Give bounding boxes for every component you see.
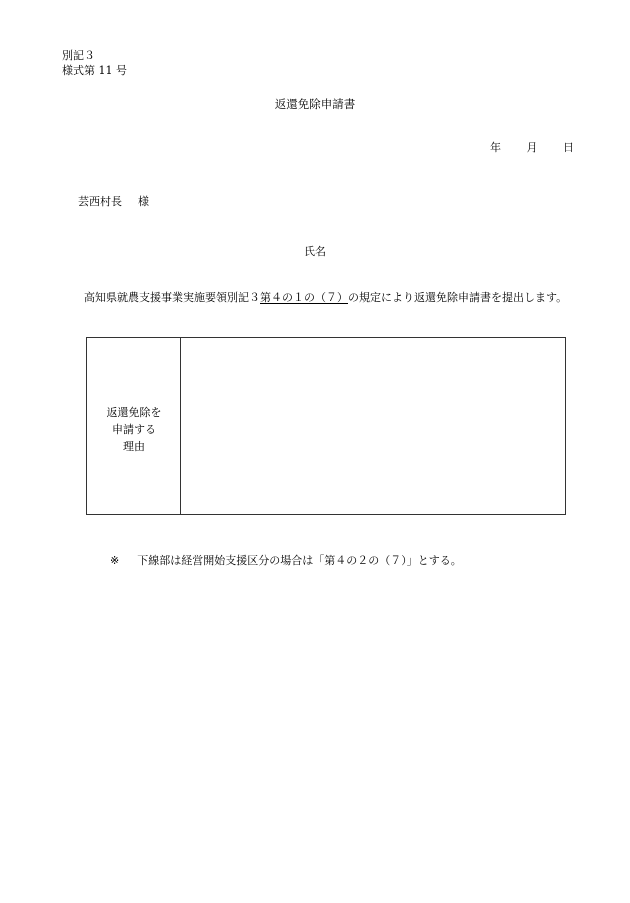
form-reference-number: 様式第 11 号 [62, 64, 127, 77]
footnote-text: 下線部は経営開始支援区分の場合は「第４の２の（７）」とする。 [137, 554, 462, 567]
addressee [78, 193, 149, 209]
footnote-mark: ※ [110, 554, 120, 567]
reason-label-line-1: 返還免除を [106, 406, 162, 419]
date-line [490, 139, 574, 155]
body-paragraph [62, 289, 582, 306]
reason-label [87, 404, 181, 455]
reason-value-cell [181, 338, 565, 514]
date-month-label: 月 [526, 141, 538, 154]
body-text-before: 高知県就農支援事業実施要領別記３ [84, 291, 260, 304]
reason-table [86, 337, 566, 515]
body-underlined-clause: 第４の１の（７） [260, 291, 348, 304]
addressee-name: 芸西村長 [78, 195, 122, 208]
reason-label-line-3: 理由 [123, 440, 145, 453]
form-reference-appendix: 別記３ [62, 49, 95, 62]
reason-label-cell [87, 338, 181, 514]
body-text-after: の規定により返還免除申請書を提出します。 [348, 291, 568, 304]
reason-label-line-2: 申請する [112, 423, 156, 436]
date-year-label: 年 [490, 141, 501, 154]
document-title: 返還免除申請書 [274, 97, 356, 111]
date-day-label: 日 [563, 141, 574, 154]
addressee-honorific: 様 [138, 195, 149, 208]
footnote [110, 552, 462, 568]
applicant-name-label: 氏名 [304, 245, 326, 258]
